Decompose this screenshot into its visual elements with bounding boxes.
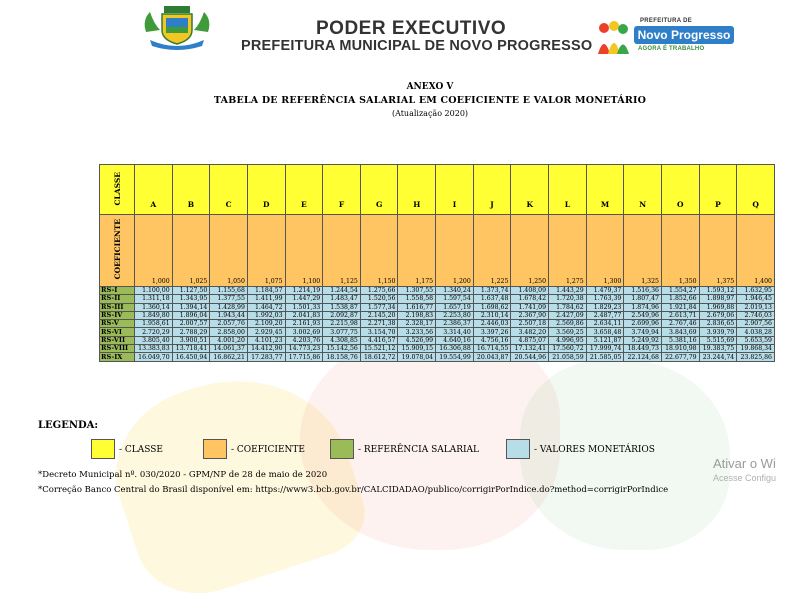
monetary-value-cell: 1.741,09 xyxy=(511,303,549,311)
monetary-value-cell: 18.910,98 xyxy=(661,345,699,353)
monetary-value-cell: 2.145,20 xyxy=(360,311,398,319)
class-label-text: CLASSE xyxy=(112,171,122,206)
monetary-value-cell: 19.383,75 xyxy=(699,345,737,353)
monetary-value-cell: 2.929,45 xyxy=(247,328,285,336)
monetary-value-cell: 2.310,14 xyxy=(473,311,511,319)
monetary-value-cell: 2.057,76 xyxy=(210,320,248,328)
coefficient-cell: 1,375 xyxy=(699,215,737,287)
monetary-value-cell: 1.852,66 xyxy=(661,295,699,303)
monetary-value-cell: 13.383,83 xyxy=(135,345,173,353)
coefficient-cell: 1,350 xyxy=(661,215,699,287)
monetary-value-cell: 1.408,09 xyxy=(511,287,549,295)
salary-reference-label: RS-VII xyxy=(100,336,135,344)
class-header-cell: F xyxy=(323,165,361,215)
table-title: TABELA DE REFERÊNCIA SALARIAL EM COEFICIENTE E VALOR MONETÁRIO xyxy=(213,95,647,106)
monetary-value-cell: 1.992,03 xyxy=(247,311,285,319)
table-row xyxy=(100,295,775,303)
monetary-value-cell: 1.637,48 xyxy=(473,295,511,303)
monetary-value-cell: 19.078,04 xyxy=(398,353,436,361)
monetary-value-cell: 3.233,56 xyxy=(398,328,436,336)
monetary-value-cell: 4.640,16 xyxy=(436,336,474,344)
table-row xyxy=(100,311,775,319)
monetary-value-cell: 2.720,29 xyxy=(135,328,173,336)
monetary-value-cell: 5.515,69 xyxy=(699,336,737,344)
monetary-value-cell: 3.805,40 xyxy=(135,336,173,344)
salary-reference-label: RS-II xyxy=(100,295,135,303)
monetary-value-cell: 2.858,00 xyxy=(210,328,248,336)
monetary-value-cell: 4.203,76 xyxy=(285,336,323,344)
coefficient-cell: 1,250 xyxy=(511,215,549,287)
table-row xyxy=(100,336,775,344)
monetary-value-cell: 2.836,65 xyxy=(699,320,737,328)
legend-label: - COEFICIENTE xyxy=(231,445,305,455)
monetary-value-cell: 1.698,62 xyxy=(473,303,511,311)
monetary-value-cell: 1.896,04 xyxy=(172,311,210,319)
monetary-value-cell: 1.616,77 xyxy=(398,303,436,311)
monetary-value-cell: 4.308,85 xyxy=(323,336,361,344)
coefficient-cell: 1,300 xyxy=(586,215,624,287)
class-header-cell: Q xyxy=(737,165,775,215)
monetary-value-cell: 2.092,87 xyxy=(323,311,361,319)
monetary-value-cell: 1.577,34 xyxy=(360,303,398,311)
legend-title: LEGENDA: xyxy=(38,420,99,431)
monetary-value-cell: 1.377,55 xyxy=(210,295,248,303)
table-row xyxy=(100,303,775,311)
monetary-value-cell: 16.714,55 xyxy=(473,345,511,353)
monetary-value-cell: 2.569,86 xyxy=(549,320,587,328)
logo-name-text: Novo Progresso xyxy=(634,26,734,44)
monetary-value-cell: 1.394,14 xyxy=(172,303,210,311)
monetary-value-cell: 3.749,94 xyxy=(624,328,662,336)
monetary-value-cell: 4.416,57 xyxy=(360,336,398,344)
monetary-value-cell: 3.900,51 xyxy=(172,336,210,344)
monetary-value-cell: 1.447,29 xyxy=(285,295,323,303)
legend-swatch-referencia xyxy=(330,439,354,459)
monetary-value-cell: 2.788,29 xyxy=(172,328,210,336)
monetary-value-cell: 1.483,47 xyxy=(323,295,361,303)
coefficient-cell: 1,125 xyxy=(323,215,361,287)
monetary-value-cell: 23.244,74 xyxy=(699,353,737,361)
legend-label: - CLASSE xyxy=(119,445,164,455)
monetary-value-cell: 1.214,19 xyxy=(285,287,323,295)
monetary-value-cell: 2.507,18 xyxy=(511,320,549,328)
monetary-value-cell: 2.634,11 xyxy=(586,320,624,328)
monetary-value-cell: 1.501,33 xyxy=(285,303,323,311)
coefficient-cell: 1,150 xyxy=(360,215,398,287)
monetary-value-cell: 1.360,14 xyxy=(135,303,173,311)
monetary-value-cell: 3.569,25 xyxy=(549,328,587,336)
class-header-cell: H xyxy=(398,165,436,215)
legend-label: - REFERÊNCIA SALARIAL xyxy=(358,445,480,455)
monetary-value-cell: 16.450,94 xyxy=(172,353,210,361)
salary-reference-label: RS-VIII xyxy=(100,345,135,353)
monetary-value-cell: 1.829,23 xyxy=(586,303,624,311)
municipal-coat-of-arms-logo xyxy=(140,2,214,50)
coefficient-cell: 1,100 xyxy=(285,215,323,287)
correction-note: *Correção Banco Central do Brasil disponível em: https://www3.bcb.gov.br/CALCIDADAO/publico/corrigirPorIndice.do?method=corrigirPorIndice xyxy=(38,485,669,495)
monetary-value-cell: 16.049,70 xyxy=(135,353,173,361)
class-header-cell: N xyxy=(624,165,662,215)
monetary-value-cell: 1.597,54 xyxy=(436,295,474,303)
coefficient-cell: 1,225 xyxy=(473,215,511,287)
monetary-value-cell: 1.807,47 xyxy=(624,295,662,303)
monetary-value-cell: 1.763,39 xyxy=(586,295,624,303)
monetary-value-cell: 4.526,99 xyxy=(398,336,436,344)
monetary-value-cell: 2.198,83 xyxy=(398,311,436,319)
monetary-value-cell: 3.314,40 xyxy=(436,328,474,336)
monetary-value-cell: 3.482,20 xyxy=(511,328,549,336)
monetary-value-cell: 2.699,96 xyxy=(624,320,662,328)
coefficient-cell: 1,075 xyxy=(247,215,285,287)
monetary-value-cell: 15.142,56 xyxy=(323,345,361,353)
table-row xyxy=(100,328,775,336)
coefficient-cell: 1,175 xyxy=(398,215,436,287)
class-row-label xyxy=(100,165,135,215)
activate-windows-watermark: Ativar o Wi xyxy=(713,456,776,471)
class-header-cell: E xyxy=(285,165,323,215)
monetary-value-cell: 4.756,16 xyxy=(473,336,511,344)
coefficient-cell: 1,200 xyxy=(436,215,474,287)
monetary-value-cell: 1.343,95 xyxy=(172,295,210,303)
monetary-value-cell: 1.720,38 xyxy=(549,295,587,303)
table-row xyxy=(100,345,775,353)
monetary-value-cell: 3.397,26 xyxy=(473,328,511,336)
monetary-value-cell: 3.843,69 xyxy=(661,328,699,336)
monetary-value-cell: 1.307,55 xyxy=(398,287,436,295)
monetary-value-cell: 18.612,72 xyxy=(360,353,398,361)
monetary-value-cell: 1.340,24 xyxy=(436,287,474,295)
monetary-value-cell: 1.946,45 xyxy=(737,295,775,303)
monetary-value-cell: 18.449,73 xyxy=(624,345,662,353)
class-header-row xyxy=(100,165,775,215)
monetary-value-cell: 1.784,62 xyxy=(549,303,587,311)
class-header-cell: C xyxy=(210,165,248,215)
monetary-value-cell: 2.679,06 xyxy=(699,311,737,319)
monetary-value-cell: 21.058,59 xyxy=(549,353,587,361)
monetary-value-cell: 2.007,57 xyxy=(172,320,210,328)
monetary-value-cell: 2.549,96 xyxy=(624,311,662,319)
monetary-value-cell: 4.001,20 xyxy=(210,336,248,344)
monetary-value-cell: 1.958,61 xyxy=(135,320,173,328)
class-header-cell: A xyxy=(135,165,173,215)
class-header-cell: I xyxy=(436,165,474,215)
monetary-value-cell: 3.002,69 xyxy=(285,328,323,336)
monetary-value-cell: 4.038,28 xyxy=(737,328,775,336)
monetary-value-cell: 1.275,66 xyxy=(360,287,398,295)
monetary-value-cell: 15.909,15 xyxy=(398,345,436,353)
monetary-value-cell: 1.943,44 xyxy=(210,311,248,319)
monetary-value-cell: 1.428,99 xyxy=(210,303,248,311)
class-header-cell: K xyxy=(511,165,549,215)
monetary-value-cell: 1.678,42 xyxy=(511,295,549,303)
monetary-value-cell: 1.538,87 xyxy=(323,303,361,311)
monetary-value-cell: 1.921,84 xyxy=(661,303,699,311)
activate-windows-subtext: Acesse Configu xyxy=(713,473,777,483)
monetary-value-cell: 18.158,76 xyxy=(323,353,361,361)
monetary-value-cell: 3.154,70 xyxy=(360,328,398,336)
monetary-value-cell: 2.446,03 xyxy=(473,320,511,328)
table-row xyxy=(100,287,775,295)
monetary-value-cell: 5.381,16 xyxy=(661,336,699,344)
monetary-value-cell: 17.132,41 xyxy=(511,345,549,353)
monetary-value-cell: 1.464,72 xyxy=(247,303,285,311)
coefficient-cell: 1,000 xyxy=(135,215,173,287)
monetary-value-cell: 5.653,59 xyxy=(737,336,775,344)
monetary-value-cell: 1.373,74 xyxy=(473,287,511,295)
monetary-value-cell: 5.249,92 xyxy=(624,336,662,344)
salary-table xyxy=(99,164,775,362)
table-row xyxy=(100,353,775,361)
monetary-value-cell: 1.443,29 xyxy=(549,287,587,295)
salary-reference-label: RS-IX xyxy=(100,353,135,361)
monetary-value-cell: 1.898,97 xyxy=(699,295,737,303)
annex-label: ANEXO V xyxy=(406,82,454,92)
salary-table-container xyxy=(99,164,775,362)
legend-swatch-coeficiente xyxy=(203,439,227,459)
monetary-value-cell: 21.585,05 xyxy=(586,353,624,361)
update-note: (Atualização 2020) xyxy=(391,109,469,118)
coefficient-row xyxy=(100,215,775,287)
page-subtitle: PREFEITURA MUNICIPAL DE NOVO PROGRESSO xyxy=(241,38,593,54)
monetary-value-cell: 1.657,19 xyxy=(436,303,474,311)
class-header-cell: D xyxy=(247,165,285,215)
monetary-value-cell: 1.849,80 xyxy=(135,311,173,319)
monetary-value-cell: 1.593,12 xyxy=(699,287,737,295)
monetary-value-cell: 1.311,18 xyxy=(135,295,173,303)
decree-note: *Decreto Municipal nº. 030/2020 - GPM/NP de 28 de maio de 2020 xyxy=(38,470,328,480)
monetary-value-cell: 19.554,99 xyxy=(436,353,474,361)
salary-reference-label: RS-VI xyxy=(100,328,135,336)
monetary-value-cell: 14.773,23 xyxy=(285,345,323,353)
monetary-value-cell: 22.124,68 xyxy=(624,353,662,361)
monetary-value-cell: 1.479,37 xyxy=(586,287,624,295)
coefficient-cell: 1,050 xyxy=(210,215,248,287)
monetary-value-cell: 1.516,36 xyxy=(624,287,662,295)
salary-reference-label: RS-V xyxy=(100,320,135,328)
coefficient-row-label xyxy=(100,215,135,287)
monetary-value-cell: 1.244,54 xyxy=(323,287,361,295)
class-header-cell: P xyxy=(699,165,737,215)
table-row xyxy=(100,320,775,328)
coefficient-cell: 1,025 xyxy=(172,215,210,287)
legend-swatch-classe xyxy=(91,439,115,459)
monetary-value-cell: 14.061,37 xyxy=(210,345,248,353)
monetary-value-cell: 1.874,96 xyxy=(624,303,662,311)
monetary-value-cell: 3.658,48 xyxy=(586,328,624,336)
monetary-value-cell: 1.520,56 xyxy=(360,295,398,303)
monetary-value-cell: 2.386,37 xyxy=(436,320,474,328)
salary-reference-label: RS-IV xyxy=(100,311,135,319)
monetary-value-cell: 1.100,00 xyxy=(135,287,173,295)
monetary-value-cell: 3.077,75 xyxy=(323,328,361,336)
monetary-value-cell: 2.767,46 xyxy=(661,320,699,328)
monetary-value-cell: 15.521,12 xyxy=(360,345,398,353)
monetary-value-cell: 17.560,72 xyxy=(549,345,587,353)
monetary-value-cell: 4.875,07 xyxy=(511,336,549,344)
coefficient-cell: 1,275 xyxy=(549,215,587,287)
monetary-value-cell: 1.554,27 xyxy=(661,287,699,295)
monetary-value-cell: 1.558,58 xyxy=(398,295,436,303)
monetary-value-cell: 19.868,34 xyxy=(737,345,775,353)
monetary-value-cell: 4.101,23 xyxy=(247,336,285,344)
class-header-cell: G xyxy=(360,165,398,215)
monetary-value-cell: 16.306,88 xyxy=(436,345,474,353)
monetary-value-cell: 4.996,95 xyxy=(549,336,587,344)
monetary-value-cell: 17.999,74 xyxy=(586,345,624,353)
monetary-value-cell: 1.411,99 xyxy=(247,295,285,303)
salary-reference-label: RS-I xyxy=(100,287,135,295)
legend-label: - VALORES MONETÁRIOS xyxy=(534,445,655,455)
monetary-value-cell: 2.271,38 xyxy=(360,320,398,328)
class-header-cell: M xyxy=(586,165,624,215)
monetary-value-cell: 2.019,13 xyxy=(737,303,775,311)
monetary-value-cell: 17.283,77 xyxy=(247,353,285,361)
salary-reference-label: RS-III xyxy=(100,303,135,311)
monetary-value-cell: 2.613,71 xyxy=(661,311,699,319)
monetary-value-cell: 23.825,86 xyxy=(737,353,775,361)
monetary-value-cell: 17.715,86 xyxy=(285,353,323,361)
monetary-value-cell: 1.632,95 xyxy=(737,287,775,295)
monetary-value-cell: 14.412,90 xyxy=(247,345,285,353)
monetary-value-cell: 2.746,03 xyxy=(737,311,775,319)
monetary-value-cell: 1.184,57 xyxy=(247,287,285,295)
legend-swatch-valores xyxy=(506,439,530,459)
monetary-value-cell: 2.161,93 xyxy=(285,320,323,328)
class-header-cell: O xyxy=(661,165,699,215)
class-header-cell: L xyxy=(549,165,587,215)
monetary-value-cell: 2.907,56 xyxy=(737,320,775,328)
children-figures-icon xyxy=(596,20,630,56)
monetary-value-cell: 2.487,77 xyxy=(586,311,624,319)
novo-progresso-logo xyxy=(596,16,746,60)
monetary-value-cell: 2.109,20 xyxy=(247,320,285,328)
logo-prefeitura-text: PREFEITURA DE xyxy=(640,18,693,24)
monetary-value-cell: 2.253,80 xyxy=(436,311,474,319)
coefficient-cell: 1,400 xyxy=(737,215,775,287)
monetary-value-cell: 20.043,87 xyxy=(473,353,511,361)
monetary-value-cell: 5.121,87 xyxy=(586,336,624,344)
monetary-value-cell: 22.677,79 xyxy=(661,353,699,361)
watermark-shape-green xyxy=(520,360,730,550)
monetary-value-cell: 2.328,17 xyxy=(398,320,436,328)
monetary-value-cell: 16.862,21 xyxy=(210,353,248,361)
monetary-value-cell: 2.215,98 xyxy=(323,320,361,328)
monetary-value-cell: 1.155,68 xyxy=(210,287,248,295)
monetary-value-cell: 1.969,88 xyxy=(699,303,737,311)
monetary-value-cell: 2.367,90 xyxy=(511,311,549,319)
class-header-cell: J xyxy=(473,165,511,215)
monetary-value-cell: 20.544,96 xyxy=(511,353,549,361)
class-header-cell: B xyxy=(172,165,210,215)
monetary-value-cell: 13.718,41 xyxy=(172,345,210,353)
monetary-value-cell: 1.127,50 xyxy=(172,287,210,295)
monetary-value-cell: 2.427,09 xyxy=(549,311,587,319)
coefficient-label-text: COEFICIENTE xyxy=(112,219,122,280)
monetary-value-cell: 3.939,79 xyxy=(699,328,737,336)
monetary-value-cell: 2.041,83 xyxy=(285,311,323,319)
coefficient-cell: 1,325 xyxy=(624,215,662,287)
logo-tagline-text: AGORA É TRABALHO xyxy=(638,46,705,52)
page-title: PODER EXECUTIVO xyxy=(316,18,507,39)
